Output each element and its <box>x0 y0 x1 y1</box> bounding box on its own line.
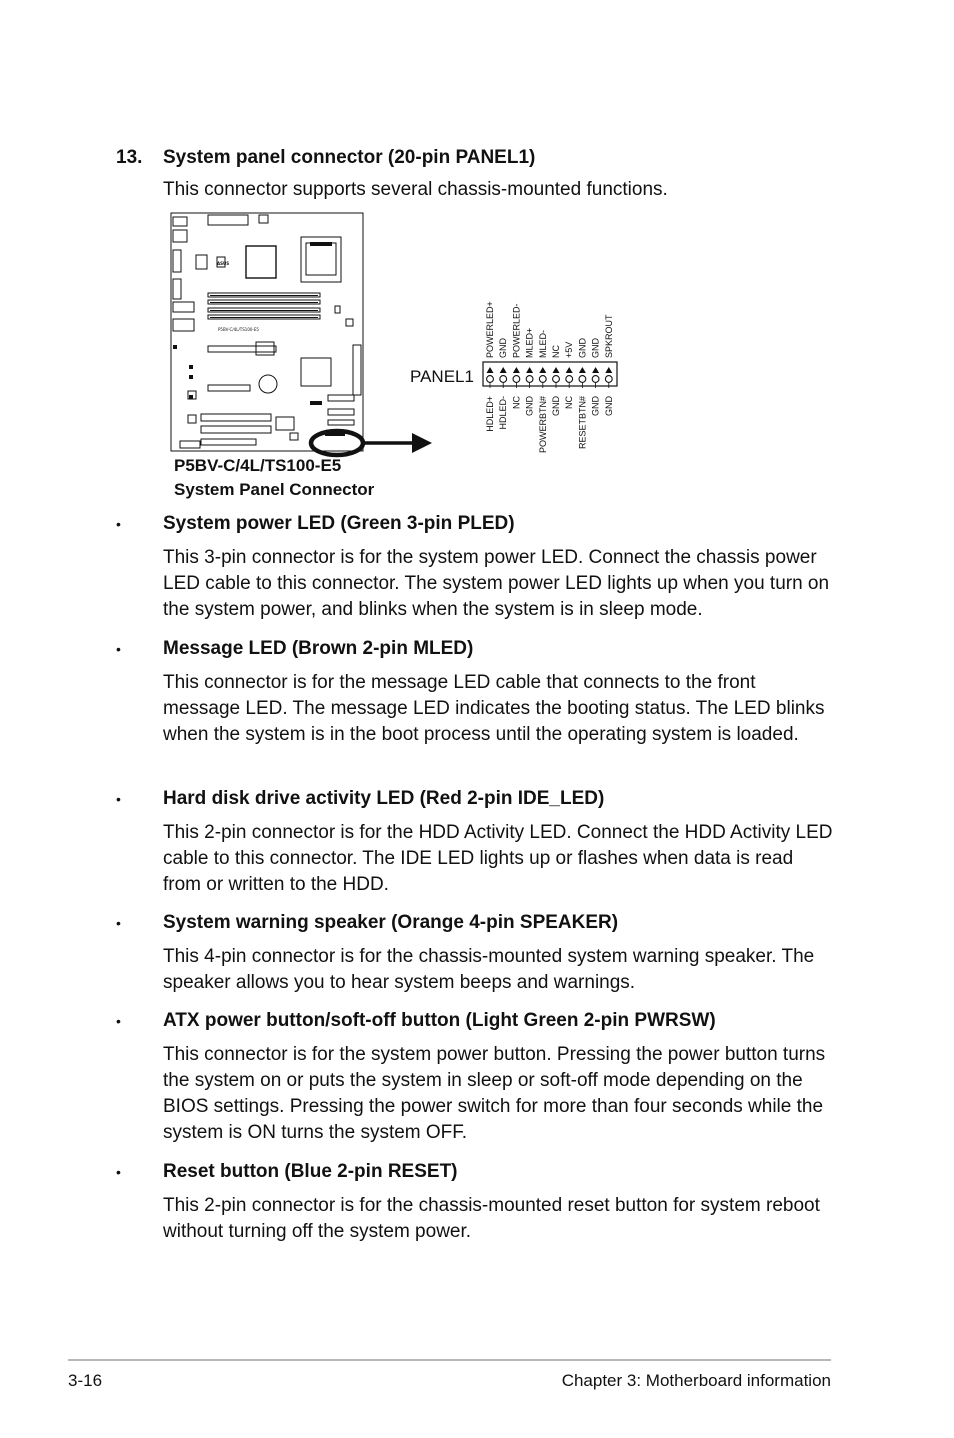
section-body: This 3-pin connector is for the system power LED. Connect the chassis power LED cable to this connector. The system power LED lights up when you turn on the system power, and blinks when the system is in sleep mode. <box>163 547 830 620</box>
section-body: This 2-pin connector is for the chassis-mounted reset button for system reboot without turning off the system power. <box>163 1195 820 1242</box>
top-pin-label: GND <box>577 338 588 358</box>
motherboard-layout <box>171 213 363 451</box>
pin-bottom <box>605 376 612 383</box>
pin-bottom <box>526 376 533 383</box>
pin-bottom <box>500 376 507 383</box>
panel-pins <box>487 367 613 388</box>
bottom-pin-labels <box>485 396 614 454</box>
bottom-pin-label: GND <box>551 396 561 416</box>
pin-top <box>526 367 533 373</box>
pin-bottom <box>553 376 560 383</box>
bullet: • <box>116 516 121 532</box>
page-number: 3-16 <box>68 1371 103 1390</box>
bottom-pin-label: POWERBTN# <box>537 396 548 454</box>
pointer-arrow-head <box>412 433 432 453</box>
pin-top <box>605 367 612 373</box>
pin-bottom <box>592 376 599 383</box>
top-pin-label: +5V <box>564 341 575 358</box>
pin-top <box>539 367 546 373</box>
pin-bottom <box>487 376 494 383</box>
pin-bottom <box>579 376 586 383</box>
top-pin-labels <box>485 301 614 358</box>
figure-caption-title: System Panel Connector <box>174 480 375 499</box>
section-heading: System warning speaker (Orange 4-pin SPEAKER) <box>163 912 619 933</box>
top-pin-label: MLED+ <box>524 327 535 358</box>
section-heading: Hard disk drive activity LED (Red 2-pin IDE_LED) <box>163 788 605 809</box>
pin-top <box>487 367 494 373</box>
section-body: This connector is for the system power button. Pressing the power button turns the system on or puts the system in sleep or soft-off mode depending on the BIOS settings. Pressing the power switch for more than four seconds while the system is ON turns the system OFF. <box>163 1044 826 1143</box>
bottom-pin-label: HDLED+ <box>485 396 495 432</box>
section-heading: ATX power button/soft-off button (Light Green 2-pin PWRSW) <box>163 1010 716 1031</box>
section-body: This connector is for the message LED cable that connects to the front message LED. The message LED indicates the booting status. The LED blinks when the system is in the boot process until the operating system is loaded. <box>163 672 825 745</box>
section-heading: System power LED (Green 3-pin PLED) <box>163 513 515 534</box>
section-title: System panel connector (20-pin PANEL1) <box>163 147 536 168</box>
pin-top <box>513 367 520 373</box>
bottom-pin-label: GND <box>603 396 614 416</box>
section-number: 13. <box>116 147 143 168</box>
bullet: • <box>116 1164 121 1180</box>
section-body: This 2-pin connector is for the HDD Activity LED. Connect the HDD Activity LED cable to this connector. The IDE LED lights up or flashes when data is read from or written to the HDD. <box>163 822 833 895</box>
bottom-pin-label: GND <box>524 396 535 416</box>
top-pin-label: NC <box>551 345 561 358</box>
top-pin-label: MLED- <box>537 329 548 358</box>
pin-bottom <box>566 376 573 383</box>
pin-bottom <box>539 376 546 383</box>
pin-top <box>579 367 586 373</box>
top-pin-label: SPKROUT <box>603 314 614 358</box>
footer-rule <box>68 1359 831 1361</box>
top-pin-label: POWERLED+ <box>485 301 495 358</box>
intro-text: This connector supports several chassis-mounted functions. <box>163 179 668 200</box>
pin-top <box>500 367 507 373</box>
figure-caption-model: P5BV-C/4L/TS100-E5 <box>174 456 342 475</box>
bottom-pin-label: NC <box>564 396 575 409</box>
chapter-title: Chapter 3: Motherboard information <box>561 1371 831 1390</box>
top-pin-label: GND <box>590 338 601 358</box>
top-pin-label: POWERLED- <box>511 303 522 358</box>
pin-top <box>566 367 573 373</box>
pin-top <box>592 367 599 373</box>
top-pin-label: GND <box>498 338 509 358</box>
section-body: This 4-pin connector is for the chassis-mounted system warning speaker. The speaker allows you to hear system beeps and warnings. <box>163 946 815 993</box>
board-logo: ASUS <box>217 261 230 266</box>
bullet: • <box>116 915 121 931</box>
bottom-pin-label: GND <box>590 396 601 416</box>
section-heading: Message LED (Brown 2-pin MLED) <box>163 638 474 659</box>
bullet: • <box>116 641 121 657</box>
panel-label: PANEL1 <box>410 367 474 386</box>
bullet: • <box>116 1013 121 1029</box>
section-heading: Reset button (Blue 2-pin RESET) <box>163 1161 458 1182</box>
bottom-pin-label: HDLED- <box>498 396 509 430</box>
board-silkscreen: P5BV-C/4L/TS100-E5 <box>218 327 259 332</box>
bullet: • <box>116 791 121 807</box>
pin-top <box>553 367 560 373</box>
pin-bottom <box>513 376 520 383</box>
bottom-pin-label: NC <box>511 396 522 409</box>
motherboard-parts <box>173 242 345 436</box>
bottom-pin-label: RESETBTN# <box>577 396 588 450</box>
